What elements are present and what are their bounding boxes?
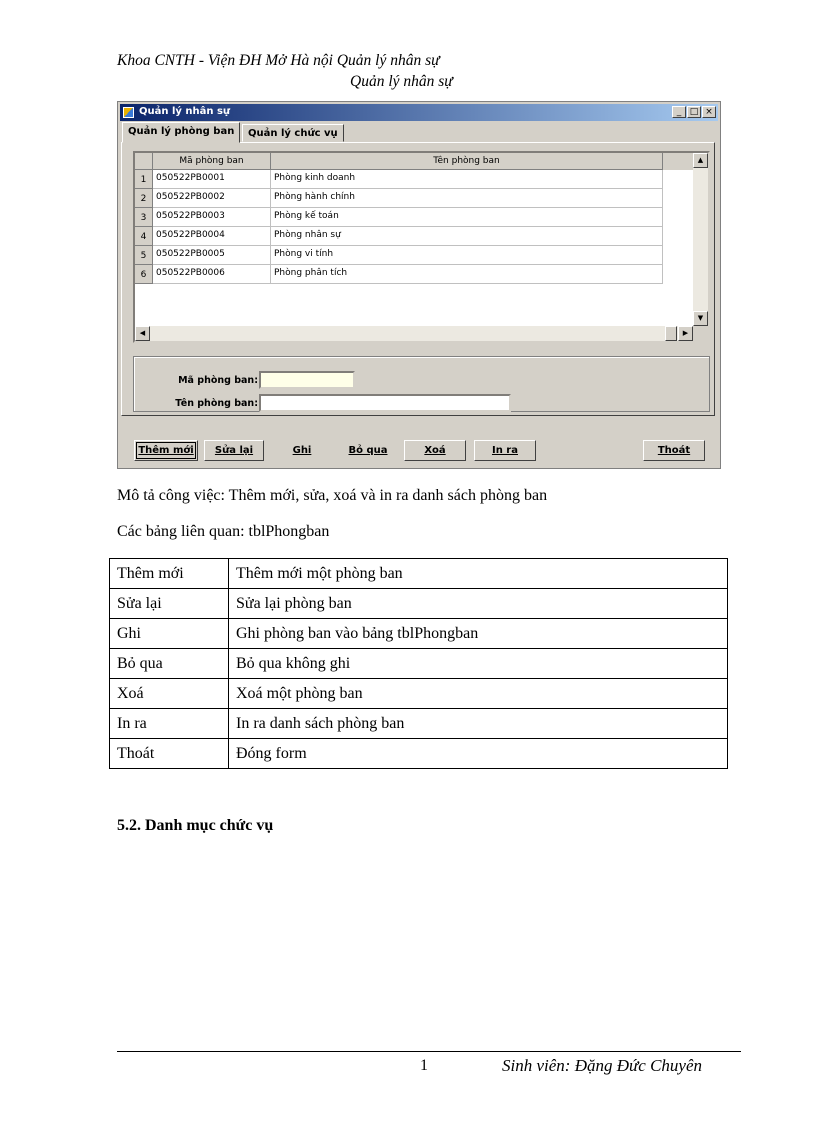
page-number: 1 — [420, 1057, 428, 1074]
button-description-table — [109, 558, 728, 769]
save-button-label: Ghi — [292, 445, 312, 456]
row-number: 6 — [135, 265, 153, 284]
delete-button[interactable] — [404, 440, 466, 461]
cell-name: Phòng kinh doanh — [271, 170, 663, 189]
add-button-label: Thêm mới — [138, 445, 194, 456]
description-text: Mô tả công việc: Thêm mới, sửa, xoá và in ra danh sách phòng ban — [117, 487, 548, 504]
meaning-cell: Xoá một phòng ban — [229, 679, 728, 709]
action-cell: Bỏ qua — [110, 649, 229, 679]
app-icon — [123, 107, 134, 118]
table-row — [110, 709, 728, 739]
table-row — [110, 559, 728, 589]
window-title: Quản lý nhân sự — [139, 106, 231, 117]
meaning-cell: Ghi phòng ban vào bảng tblPhongban — [229, 619, 728, 649]
cell-code: 050522PB0002 — [153, 189, 271, 208]
action-cell: Thoát — [110, 739, 229, 769]
table-row — [110, 679, 728, 709]
meaning-cell: Sửa lại phòng ban — [229, 589, 728, 619]
edit-button[interactable] — [204, 440, 264, 461]
close-icon[interactable]: × — [702, 106, 716, 118]
cell-code: 050522PB0006 — [153, 265, 271, 284]
table-row[interactable] — [135, 170, 695, 189]
row-number: 1 — [135, 170, 153, 189]
tab-panel — [121, 142, 715, 416]
tab-department[interactable]: Quản lý phòng ban — [122, 122, 240, 143]
cell-code: 050522PB0001 — [153, 170, 271, 189]
row-number: 2 — [135, 189, 153, 208]
add-button[interactable] — [134, 440, 198, 461]
exit-button-label: Thoát — [657, 445, 691, 456]
row-number: 5 — [135, 246, 153, 265]
table-row — [110, 739, 728, 769]
print-button[interactable] — [474, 440, 536, 461]
cell-name: Phòng vi tính — [271, 246, 663, 265]
cell-name: Phòng nhân sự — [271, 227, 663, 246]
scroll-corner — [693, 326, 708, 341]
scroll-up-icon[interactable]: ▲ — [693, 153, 708, 168]
app-window — [117, 101, 721, 469]
action-cell: Sửa lại — [110, 589, 229, 619]
edit-button-label: Sửa lại — [214, 445, 254, 456]
table-row — [110, 619, 728, 649]
tab-position[interactable]: Quản lý chức vụ — [242, 124, 344, 142]
table-row[interactable] — [135, 189, 695, 208]
row-header-corner — [135, 153, 153, 170]
meaning-cell: Thêm mới một phòng ban — [229, 559, 728, 589]
row-number: 3 — [135, 208, 153, 227]
action-cell: Xoá — [110, 679, 229, 709]
meaning-cell: Đóng form — [229, 739, 728, 769]
table-row[interactable] — [135, 227, 695, 246]
related-tables-text: Các bảng liên quan: tblPhongban — [117, 523, 330, 540]
scroll-left-icon[interactable]: ◀ — [135, 326, 150, 341]
scroll-down-icon[interactable]: ▼ — [693, 311, 708, 326]
name-label: Tên phòng ban: — [175, 398, 258, 409]
vertical-scrollbar[interactable] — [693, 153, 708, 326]
save-button[interactable] — [272, 440, 332, 461]
meaning-cell: In ra danh sách phòng ban — [229, 709, 728, 739]
delete-button-label: Xoá — [424, 445, 446, 456]
cell-code: 050522PB0004 — [153, 227, 271, 246]
table-row — [110, 649, 728, 679]
cell-name: Phòng kế toán — [271, 208, 663, 227]
cell-name: Phòng phân tích — [271, 265, 663, 284]
footer-student: Sinh viên: Đặng Đức Chuyên — [502, 1056, 702, 1075]
section-heading: 5.2. Danh mục chức vụ — [117, 817, 274, 834]
footer-divider — [117, 1051, 741, 1052]
cell-name: Phòng hành chính — [271, 189, 663, 208]
page-subheader: Quản lý nhân sự — [350, 73, 453, 90]
scroll-thumb[interactable] — [665, 326, 677, 341]
department-grid[interactable] — [133, 151, 710, 343]
table-row[interactable] — [135, 246, 695, 265]
table-row[interactable] — [135, 208, 695, 227]
column-header-code[interactable]: Mã phòng ban — [153, 153, 271, 170]
code-input[interactable] — [259, 371, 355, 389]
table-row[interactable] — [135, 265, 695, 284]
cell-code: 050522PB0003 — [153, 208, 271, 227]
page-header: Khoa CNTH - Viện ĐH Mở Hà nội Quản lý nhân sự — [117, 52, 440, 69]
cell-code: 050522PB0005 — [153, 246, 271, 265]
row-number: 4 — [135, 227, 153, 246]
table-row — [110, 589, 728, 619]
skip-button-label: Bỏ qua — [348, 445, 388, 456]
exit-button[interactable] — [643, 440, 705, 461]
print-button-label: In ra — [491, 445, 518, 456]
action-cell: Ghi — [110, 619, 229, 649]
action-cell: In ra — [110, 709, 229, 739]
code-label: Mã phòng ban: — [178, 375, 258, 386]
skip-button[interactable] — [338, 440, 398, 461]
name-input[interactable] — [259, 394, 511, 412]
horizontal-scrollbar[interactable] — [135, 326, 693, 341]
title-bar — [120, 104, 718, 121]
grid-header — [135, 153, 695, 170]
scroll-right-icon[interactable]: ▶ — [678, 326, 693, 341]
minimize-icon[interactable]: _ — [672, 106, 686, 118]
edit-group — [133, 356, 710, 412]
maximize-icon[interactable]: □ — [687, 106, 701, 118]
meaning-cell: Bỏ qua không ghi — [229, 649, 728, 679]
column-header-name[interactable]: Tên phòng ban — [271, 153, 663, 170]
action-cell: Thêm mới — [110, 559, 229, 589]
